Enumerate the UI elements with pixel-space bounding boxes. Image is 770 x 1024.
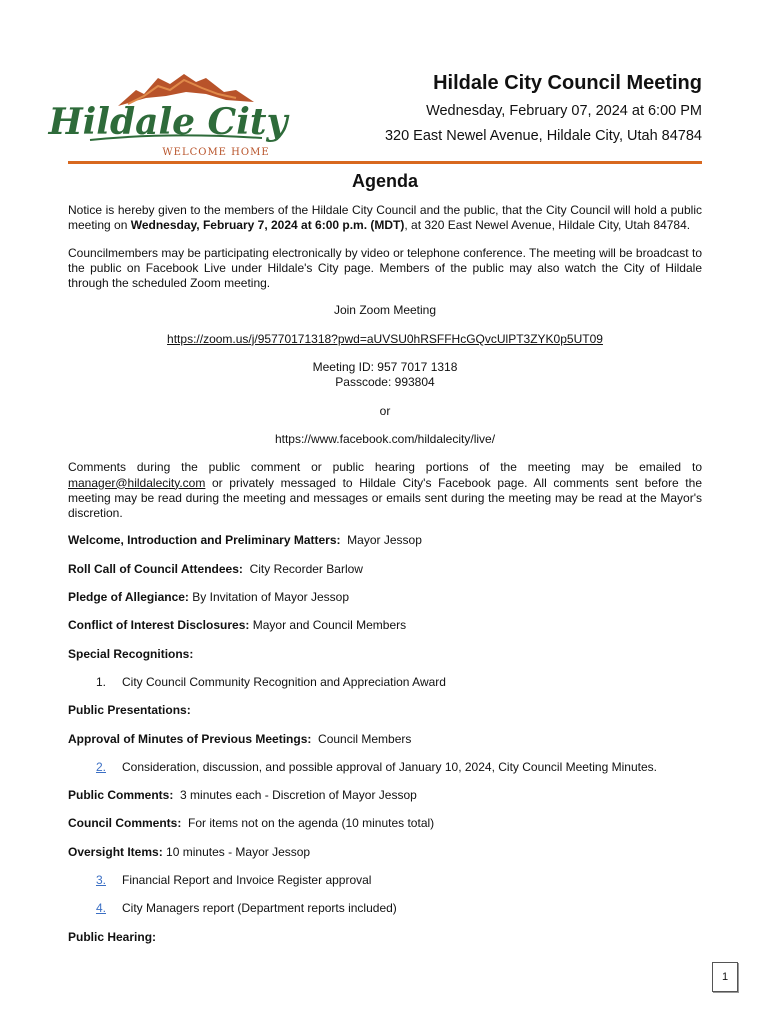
agenda-item-oversight: Oversight Items: 10 minutes - Mayor Jessop — [68, 844, 311, 859]
item-2-link[interactable]: 2. — [95, 759, 106, 774]
agenda-item-welcome: Welcome, Introduction and Preliminary Matters: Mayor Jessop — [68, 533, 422, 548]
join-zoom-label: Join Zoom Meeting — [333, 303, 437, 318]
agenda-subitem-1: 1. City Council Community Recognition and Appreciation Award — [95, 674, 446, 689]
meeting-header — [385, 70, 702, 146]
agenda-subitem-4: 4. City Managers report (Department reports included) — [68, 901, 702, 916]
agenda-subitem-2: 2. Consideration, discussion, and possible approval of January 10, 2024, City Council Meeting Minutes. — [68, 760, 702, 775]
item-3-link[interactable]: 3. — [95, 873, 106, 888]
meeting-date: Wednesday, February 07, 2024 at 6:00 PM — [426, 103, 702, 119]
logo-tagline: WELCOME HOME — [162, 147, 270, 158]
comments-paragraph: Comments during the public comment or public hearing portions of the meeting may be emailed to manager@hildalecity.com or privately messaged to Hildale City's Facebook page. All comments sent before the meeting may be read during the meeting and messages or emails sent during the meeting may be read at the Mayor's discretion. — [68, 460, 702, 521]
agenda-body — [68, 203, 702, 958]
agenda-item-public-presentations: Public Presentations: — [68, 703, 191, 718]
hildale-city-logo — [48, 68, 288, 160]
agenda-heading: Agenda — [351, 171, 418, 191]
meeting-address: 320 East Newel Avenue, Hildale City, Utah 84784 — [384, 128, 702, 144]
electronic-participation-paragraph: Councilmembers may be participating electronically by video or telephone conference. The meeting will be broadcast to the public on Facebook Live under Hildale's City page. Members of the public may also watch the City of Hildale through the scheduled Zoom meeting. — [68, 245, 702, 291]
agenda-item-public-hearing: Public Hearing: — [68, 929, 157, 944]
or-separator: or — [379, 403, 391, 418]
meeting-id: Meeting ID: 957 7017 1318 — [312, 360, 458, 375]
header-divider — [68, 161, 702, 164]
item-4-link[interactable]: 4. — [95, 901, 106, 916]
agenda-item-special-recognitions: Special Recognitions: — [68, 646, 194, 661]
logo-wordmark: Hildale City — [48, 101, 288, 143]
facebook-link[interactable]: https://www.facebook.com/hildalecity/live/ — [274, 431, 496, 446]
agenda-subitem-3: 3. Financial Report and Invoice Register approval — [68, 873, 702, 888]
meeting-datetime: Wednesday, February 7, 2024 at 6:00 p.m. (MDT) — [130, 218, 405, 233]
notice-paragraph: Notice is hereby given to the members of the Hildale City Council and the public, that the City Council will hold a public meeting on Wednesday, February 7, 2024 at 6:00 p.m. (MDT), at 320 East Newel Avenue, Hildale City, Utah 84784. — [68, 203, 702, 233]
agenda-item-minutes: Approval of Minutes of Previous Meetings: Council Members — [68, 731, 412, 746]
agenda-item-conflict: Conflict of Interest Disclosures: Mayor and Council Members — [68, 618, 407, 633]
agenda-item-pledge: Pledge of Allegiance: By Invitation of Mayor Jessop — [68, 590, 350, 605]
agenda-item-council-comments: Council Comments: For items not on the agenda (10 minutes total) — [68, 816, 435, 831]
agenda-item-public-comments: Public Comments: 3 minutes each - Discretion of Mayor Jessop — [68, 788, 417, 803]
zoom-info — [68, 303, 702, 447]
passcode: Passcode: 993804 — [335, 375, 435, 390]
manager-email-link[interactable]: manager@hildalecity.com — [68, 475, 206, 490]
meeting-title: Hildale City Council Meeting — [433, 72, 702, 94]
page-number: 1 — [712, 962, 738, 992]
agenda-item-roll-call: Roll Call of Council Attendees: City Recorder Barlow — [68, 561, 363, 576]
zoom-link[interactable]: https://zoom.us/j/95770171318?pwd=aUVSU0hRSFFHcGQvcUlPT3ZYK0p5UT09 — [167, 331, 603, 346]
